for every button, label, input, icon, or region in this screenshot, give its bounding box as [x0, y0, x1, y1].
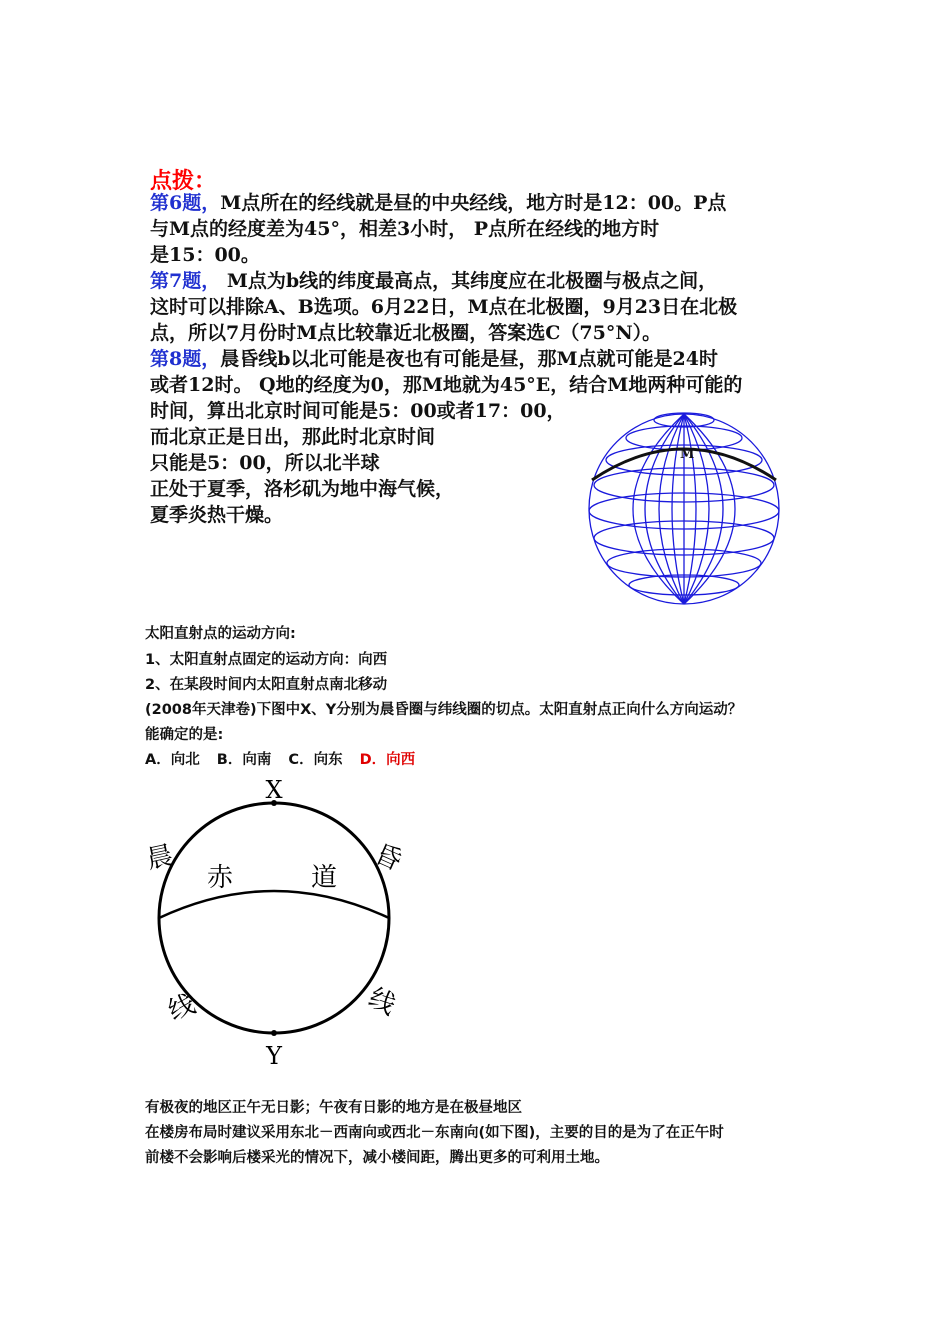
label-xian-left: 线 — [164, 989, 200, 1027]
q6-line-2: 与M点的经度差为45°，相差3小时， P点所在经线的地方时 — [150, 218, 660, 240]
footer-line-3: 前楼不会影响后楼采光的情况下，减小楼间距，腾出更多的可利用土地。 — [145, 1150, 609, 1166]
globe-grid — [589, 413, 779, 604]
label-xian-right: 线 — [363, 982, 401, 1022]
option-d-correct: D．向西 — [359, 752, 416, 768]
terminator-circle-diagram — [136, 772, 416, 1072]
label-y: Y — [266, 1042, 282, 1070]
q8-text-1: 晨昏线b以北可能是夜也有可能是昼，那M点就可能是24时 — [220, 348, 718, 370]
q8-line-2: 或者12时。 Q地的经度为0，那M地就为45°E，结合M地两种可能的 — [150, 374, 743, 396]
q8-line-1 — [150, 346, 718, 372]
q7-text-1: M点为b线的纬度最高点，其纬度应在北极圈与极点之间， — [220, 270, 718, 292]
q6-line-3: 是15：00。 — [150, 244, 260, 266]
label-hun: 昏 — [370, 839, 406, 877]
q6-text-1: M点所在的经线就是昼的中央经线，地方时是12：00。P点 — [220, 192, 727, 214]
q8-label: 第8题， — [150, 348, 221, 370]
sun-item-1: 1、太阳直射点固定的运动方向：向西 — [145, 652, 388, 668]
q8-line-7: 夏季炎热干燥。 — [150, 504, 284, 526]
label-dao: 道 — [310, 863, 338, 893]
option-a: A．向北 — [145, 752, 200, 768]
q8-line-3: 时间，算出北京时间可能是5：00或者17：00， — [150, 400, 566, 422]
hint-heading: 点拨： — [150, 169, 217, 194]
globe-diagram — [584, 408, 784, 610]
question-line-1: (2008年天津卷)下图中X、Y分别为晨昏圈与纬线圈的切点。太阳直射点正向什么方向运动？ — [145, 702, 743, 718]
q7-line-3: 点，所以7月份时M点比较靠近北极圈，答案选C（75°N）。 — [150, 322, 662, 344]
sun-item-2: 2、在某段时间内太阳直射点南北移动 — [145, 677, 388, 693]
latitude-arc — [159, 891, 389, 918]
footer-line-1: 有极夜的地区正午无日影；午夜有日影的地方是在极昼地区 — [145, 1100, 522, 1116]
sun-section-title: 太阳直射点的运动方向: — [145, 626, 296, 642]
footer-line-2: 在楼房布局时建议采用东北－西南向或西北－东南向(如下图)，主要的目的是为了在正午时 — [145, 1125, 724, 1141]
globe-m-label: M — [680, 447, 695, 462]
q8-line-6: 正处于夏季，洛杉矶为地中海气候， — [150, 478, 455, 500]
option-b: B．向南 — [216, 752, 272, 768]
answer-options — [145, 749, 427, 771]
label-chen: 晨 — [144, 840, 176, 876]
q6-line-1 — [150, 190, 726, 216]
q7-line-1 — [150, 268, 717, 294]
q7-line-2: 这时可以排除A、B选项。6月22日，M点在北极圈，9月23日在北极 — [150, 296, 738, 318]
tangent-point-y — [271, 1030, 277, 1036]
q7-label: 第7题， — [150, 270, 221, 292]
q8-line-4: 而北京正是日出，那此时北京时间 — [150, 426, 436, 448]
question-line-2: 能确定的是: — [145, 727, 224, 743]
label-x: X — [265, 776, 283, 804]
label-chi: 赤 — [206, 863, 234, 893]
q6-label: 第6题， — [150, 192, 221, 214]
q8-line-5: 只能是5：00，所以北半球 — [150, 452, 380, 474]
option-c: C．向东 — [288, 752, 343, 768]
circle-outline — [159, 803, 389, 1033]
